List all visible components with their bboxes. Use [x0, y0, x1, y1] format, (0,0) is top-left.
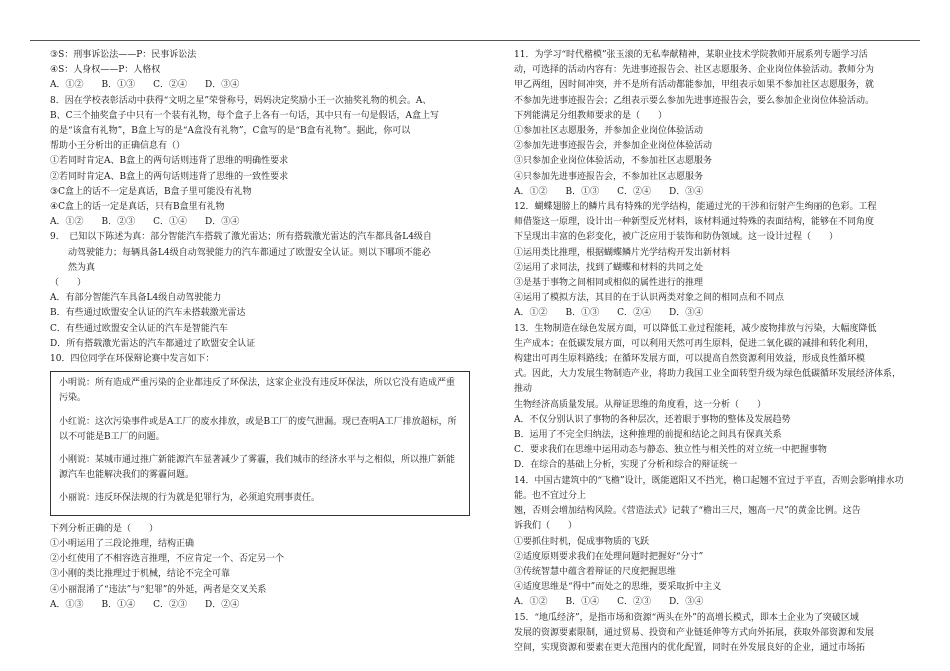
right-line: ③传统智慧中蕴含着辩证的尺度把握思维	[514, 566, 677, 577]
left_after-line: ④小丽混淆了“违法”与“犯罪”的外延，两者是交叉关系	[50, 584, 267, 595]
right-line: 12．蝴蝶翅膀上的鳞片具有特殊的光学结构，能通过光的干涉和衍射产生绚丽的色彩。工程	[514, 202, 877, 213]
right-line: A．①② B．①④ C．②③ D．③④	[514, 597, 704, 608]
left-line: 9． 已知以下陈述为真：部分智能汽车搭载了激光雷达；所有搭载激光雷达的汽车都具备L4级自	[50, 232, 432, 243]
right-line: 师借鉴这一原理，设计出一种新型反光材料，该材料通过特殊的表面结构，能够在不同角度	[514, 217, 875, 228]
left-line: 的是“该盒有礼物”，B盒上写的是“A盒没有礼物”，C盒写的是“B盒有礼物”。据此，你可以	[50, 126, 411, 137]
box-line: 小红说：这次污染事件或是A工厂的废水排放，或是B工厂的废气泄漏。现已查明A工厂排放超标，所以不可能是B工厂的问题。	[59, 416, 457, 442]
right-line: 翘，否则会增加结构风险。《营造法式》记载了“檐出三尺，翘高一尺”的黄金比例。这告	[514, 506, 861, 517]
debate-statements-box	[50, 371, 470, 515]
left-line: ③C盒上的话不一定是真话，B盒子里可能没有礼物	[50, 186, 252, 197]
left-line: ③S：刑事诉讼法——P：民事诉讼法	[50, 50, 197, 60]
left-line: B、C三个抽奖盒子中只有一个装有礼物，每个盒子上各有一句话，其中只有一句是假话，A盒上写	[50, 110, 440, 121]
left_after-line: A．①③ B．①④ C．②③ D．②④	[50, 599, 240, 610]
right-line: A．①② B．①③ C．②④ D．③④	[514, 308, 704, 319]
right-line: A．不仅分别认识了事物的各种层次，还着眼于事物的整体及发展趋势	[514, 414, 791, 425]
right-line: 动，可选择的活动内容有：先进事迹报告会、社区志愿服务、企业岗位体验活动。教师分为	[514, 65, 875, 76]
right-line: ③是基于事物之间相同或相似的属性进行的推理	[514, 278, 704, 289]
left_after-line: 下列分析正确的是（ ）	[50, 523, 159, 534]
right-line: 空间，实现资源和要素在更大范围内的优化配置，同时在外发展良好的企业，通过市场拓	[514, 642, 866, 653]
left-line: A．有部分智能汽车具备L4级自动驾驶能力	[50, 293, 222, 304]
left-line: D．所有搭载激光雷达的汽车都通过了欧盟安全认证	[50, 338, 256, 349]
left-line: B．有些通过欧盟安全认证的汽车未搭载激光雷达	[50, 308, 246, 319]
box-line: 小刚说：某城市通过推广新能源汽车显著减少了雾霾，我们城市的经济水平与之相似，所以推广新能源汽车也能解决我们的雾霾问题。	[59, 455, 456, 481]
right-line: 生产成本；在低碳发展方面，可以利用天然可再生原料，促进二氧化碳的减排和转化利用，	[514, 338, 875, 349]
right-line: 发展的资源要素限制，通过贸易、投资和产业链延伸等方式向外拓展，获取外部资源和发展	[514, 627, 875, 638]
left_after-line: ②小红使用了不相容选言推理，不应肯定一个、否定另一个	[50, 554, 285, 565]
right-line: 构建出可再生原料路线；在循环发展方面，可以提高自然资源利用效益，形成良性循环模	[514, 354, 866, 365]
right-line: ④适度思维是“得中”而处之的思维，要采取折中主义	[514, 582, 722, 593]
right-line: ②适度原则要求我们在处理问题时把握好“分寸”	[514, 551, 704, 562]
box-line: 小丽说：违反环保法规的行为就是犯罪行为，必须追究刑事责任。	[59, 493, 321, 504]
left-line: 10．四位同学在环保辩论赛中发言如下：	[50, 354, 215, 365]
left-text-block	[50, 48, 470, 367]
right-line: 14．中国古建筑中的“飞檐”设计，既能遮阳又不挡光，檐口起翘不宜过于平直，否则会影响排水功能。也不宜过分上	[514, 475, 904, 501]
right-line: ②运用了求同法，找到了蝴蝶和材料的共同之处	[514, 262, 704, 273]
right-column	[514, 48, 906, 656]
right-text-block	[514, 48, 906, 656]
right-line: 11．为学习“时代楷模”张玉滚的无私奉献精神，某职业技术学院教师开展系列专题学习活	[514, 50, 868, 60]
right-line: 诉我们（ ）	[514, 521, 578, 532]
left_after-line: ①小明运用了三段论推理，结构正确	[50, 538, 195, 549]
right-line: 15．“地瓜经济”，是指市场和资源“两头在外”的高增长模式，即本土企业为了突破区域	[514, 612, 859, 623]
right-line: 下列能满足分组教师要求的是（ ）	[514, 110, 668, 121]
right-line: 甲乙两组，因时间冲突，并不是所有活动都能参加，甲组表示如果不参加社区志愿服务，就	[514, 80, 875, 91]
right-line: ①参加社区志愿服务，并参加企业岗位体验活动	[514, 126, 704, 137]
left-line: 动驾驶能力；每辆具备L4级自动驾驶能力的汽车都通过了欧盟安全认证。则以下哪项不能必	[50, 247, 431, 258]
left-line: ②若同时肯定A、B盒上的两句话则违背了思维的一致性要求	[50, 171, 289, 182]
left_after-line: ③小刚的类比推理过于机械，结论不完全可靠	[50, 569, 231, 580]
left-column	[50, 48, 470, 613]
right-line: ①要抓住时机，促成事物质的飞跃	[514, 536, 650, 547]
left-line: A．①② B．②③ C．①④ D．③④	[50, 217, 240, 228]
left-line: ①若同时肯定A、B盒上的两句话则违背了思维的明确性要求	[50, 156, 289, 167]
right-line: ④运用了模拟方法，其目的在于认识两类对象之间的相同点和不同点	[514, 293, 785, 304]
right-line: 13．生物制造在绿色发展方面，可以降低工业过程能耗，减少废物排放与污染，大幅度降低	[514, 323, 877, 334]
left-line: 然为真	[50, 262, 96, 273]
left-line: ④S：人身权——P：人格权	[50, 65, 161, 76]
right-line: D．在综合的基础上分析，实现了分析和综合的辩证统一	[514, 460, 738, 471]
right-line: 式。因此，大力发展生物制造产业，将助力我国工业全面转型升级为绿色低碳循环发展经济体系，推动	[514, 369, 902, 395]
right-line: ③只参加企业岗位体验活动，不参加社区志愿服务	[514, 156, 713, 167]
right-line: C．要求我们在思维中运用动态与静态、独立性与相关性的对立统一中把握事物	[514, 445, 827, 456]
right-line: 下呈现出丰富的色彩变化，被广泛应用于装饰和防伪领域。这一设计过程（ ）	[514, 232, 839, 243]
right-line: 生物经济高质量发展。从辩证思维的角度看，这一分析（ ）	[514, 399, 767, 410]
right-line: A．①② B．①③ C．②④ D．③④	[514, 186, 704, 197]
left-text-after-box	[50, 522, 470, 613]
right-line: ①运用类比推理，根据蝴蝶鳞片光学结构开发出新材料	[514, 247, 731, 258]
left-line: A．①② B．①③ C．②④ D．③④	[50, 80, 240, 91]
right-line: ②参加先进事迹报告会，并参加企业岗位体验活动	[514, 141, 713, 152]
right-line: 不参加先进事迹报告会；乙组表示要么参加先进事迹报告会，要么参加企业岗位体验活动。	[514, 95, 875, 106]
right-line: ④只参加先进事迹报告会，不参加社区志愿服务	[514, 171, 704, 182]
left-line: （ ）	[50, 278, 87, 289]
right-line: B．运用了不完全归纳法，这种推理的前提和结论之间具有保真关系	[514, 430, 782, 441]
left-line: 帮助小王分析出的正确信息有（）	[50, 141, 186, 152]
left-line: C．有些通过欧盟安全认证的汽车是智能汽车	[50, 323, 228, 334]
left-line: 8．因在学校表彰活动中获得“文明之星”荣誉称号，妈妈决定奖励小王一次抽奖礼物的机会。A、	[50, 95, 432, 106]
box-line: 小明说：所有造成严重污染的企业都违反了环保法，这家企业没有违反环保法，所以它没有造成严重污染。	[59, 378, 456, 404]
header-rule	[30, 40, 920, 41]
left-line: ④C盒上的话一定是真话，只有B盒里有礼物	[50, 202, 225, 213]
